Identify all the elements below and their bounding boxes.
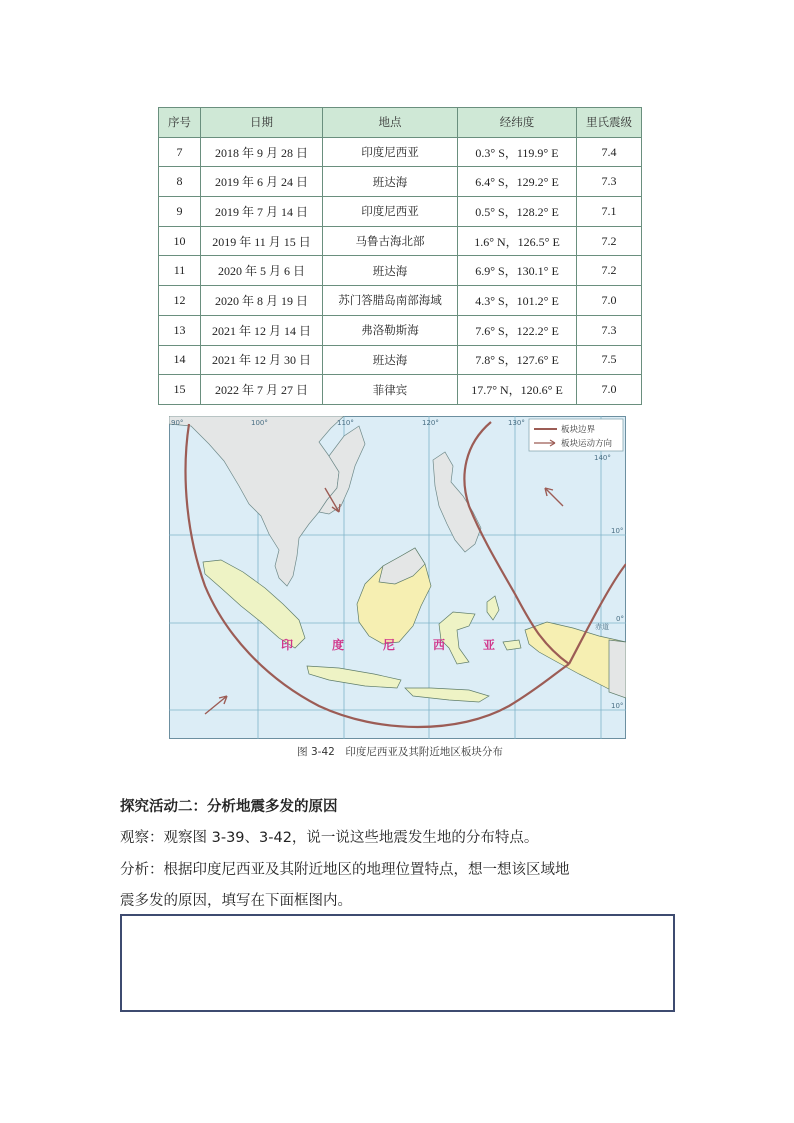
cell-magnitude: 7.2 — [577, 256, 642, 286]
observe-instruction: 观察：观察图 3-39、3-42，说一说这些地震发生地的分布特点。 — [120, 830, 539, 846]
lat-label: 10° — [611, 702, 624, 710]
lon-label: 140° — [594, 454, 611, 462]
header-coordinates: 经纬度 — [458, 108, 577, 138]
table-row — [159, 345, 642, 375]
cell-coordinates: 17.7° N，120.6° E — [458, 375, 577, 405]
table-row — [159, 226, 642, 256]
cell-date: 2022 年 7 月 27 日 — [201, 375, 323, 405]
lon-label: 120° — [422, 419, 439, 427]
cell-coordinates: 7.8° S，127.6° E — [458, 345, 577, 375]
cell-location: 马鲁古海北部 — [323, 226, 458, 256]
header-index: 序号 — [159, 108, 201, 138]
cell-date: 2019 年 6 月 24 日 — [201, 167, 323, 197]
country-label-char: 西 — [433, 638, 446, 652]
cell-date: 2020 年 5 月 6 日 — [201, 256, 323, 286]
table-row — [159, 256, 642, 286]
cell-coordinates: 0.5° S，128.2° E — [458, 197, 577, 227]
earthquake-table — [158, 107, 642, 405]
cell-magnitude: 7.2 — [577, 226, 642, 256]
cell-date: 2020 年 8 月 19 日 — [201, 286, 323, 316]
table-row — [159, 286, 642, 316]
header-location: 地点 — [323, 108, 458, 138]
table-row — [159, 137, 642, 167]
map-legend — [529, 419, 623, 451]
cell-coordinates: 4.3° S，101.2° E — [458, 286, 577, 316]
cell-date: 2021 年 12 月 14 日 — [201, 315, 323, 345]
activity-title: 探究活动二：分析地震多发的原因 — [120, 799, 338, 815]
cell-index: 14 — [159, 345, 201, 375]
analyze-instruction-line-2: 震多发的原因，填写在下面框图内。 — [120, 893, 352, 909]
cell-coordinates: 6.4° S，129.2° E — [458, 167, 577, 197]
cell-date: 2019 年 11 月 15 日 — [201, 226, 323, 256]
legend-boundary-label: 板块边界 — [561, 425, 596, 435]
cell-magnitude: 7.4 — [577, 137, 642, 167]
lon-label: 130° — [508, 419, 525, 427]
cell-coordinates: 6.9° S，130.1° E — [458, 256, 577, 286]
cell-index: 8 — [159, 167, 201, 197]
cell-location: 班达海 — [323, 256, 458, 286]
land-papua-east — [609, 640, 626, 698]
cell-location: 菲律宾 — [323, 375, 458, 405]
cell-location: 弗洛勒斯海 — [323, 315, 458, 345]
cell-location: 苏门答腊岛南部海域 — [323, 286, 458, 316]
cell-index: 9 — [159, 197, 201, 227]
cell-magnitude: 7.3 — [577, 167, 642, 197]
cell-location: 班达海 — [323, 345, 458, 375]
legend-motion-label: 板块运动方向 — [561, 439, 613, 449]
cell-location: 印度尼西亚 — [323, 197, 458, 227]
cell-magnitude: 7.0 — [577, 286, 642, 316]
cell-date: 2019 年 7 月 14 日 — [201, 197, 323, 227]
map-caption: 图 3-42 印度尼西亚及其附近地区板块分布 — [297, 746, 503, 758]
cell-location: 印度尼西亚 — [323, 137, 458, 167]
country-label-char: 度 — [332, 638, 345, 652]
cell-index: 13 — [159, 315, 201, 345]
table-row — [159, 197, 642, 227]
lon-label: 90° — [171, 419, 184, 427]
country-label-char: 印 — [281, 638, 294, 652]
table-row — [159, 315, 642, 345]
lat-label: 0° — [616, 615, 624, 623]
plate-map-svg — [169, 416, 626, 739]
cell-magnitude: 7.1 — [577, 197, 642, 227]
lon-label: 110° — [337, 419, 354, 427]
plate-map — [169, 416, 626, 739]
cell-coordinates: 1.6° N，126.5° E — [458, 226, 577, 256]
cell-date: 2021 年 12 月 30 日 — [201, 345, 323, 375]
cell-index: 11 — [159, 256, 201, 286]
analyze-instruction-line-1: 分析：根据印度尼西亚及其附近地区的地理位置特点，想一想该区域地 — [120, 862, 570, 878]
lat-label: 10° — [611, 527, 624, 535]
equator-label: 赤道 — [595, 623, 609, 631]
cell-index: 12 — [159, 286, 201, 316]
cell-magnitude: 7.3 — [577, 315, 642, 345]
cell-magnitude: 7.0 — [577, 375, 642, 405]
header-magnitude: 里氏震级 — [577, 108, 642, 138]
header-date: 日期 — [201, 108, 323, 138]
cell-coordinates: 0.3° S，119.9° E — [458, 137, 577, 167]
cell-magnitude: 7.5 — [577, 345, 642, 375]
cell-date: 2018 年 9 月 28 日 — [201, 137, 323, 167]
table-header-row — [159, 108, 642, 138]
cell-index: 10 — [159, 226, 201, 256]
cell-coordinates: 7.6° S，122.2° E — [458, 315, 577, 345]
country-label-char: 尼 — [383, 638, 396, 652]
table-row — [159, 375, 642, 405]
cell-index: 15 — [159, 375, 201, 405]
table-row — [159, 167, 642, 197]
country-label-char: 亚 — [483, 638, 496, 652]
lon-label: 100° — [251, 419, 268, 427]
cell-index: 7 — [159, 137, 201, 167]
cell-location: 班达海 — [323, 167, 458, 197]
answer-box[interactable] — [120, 914, 675, 1012]
